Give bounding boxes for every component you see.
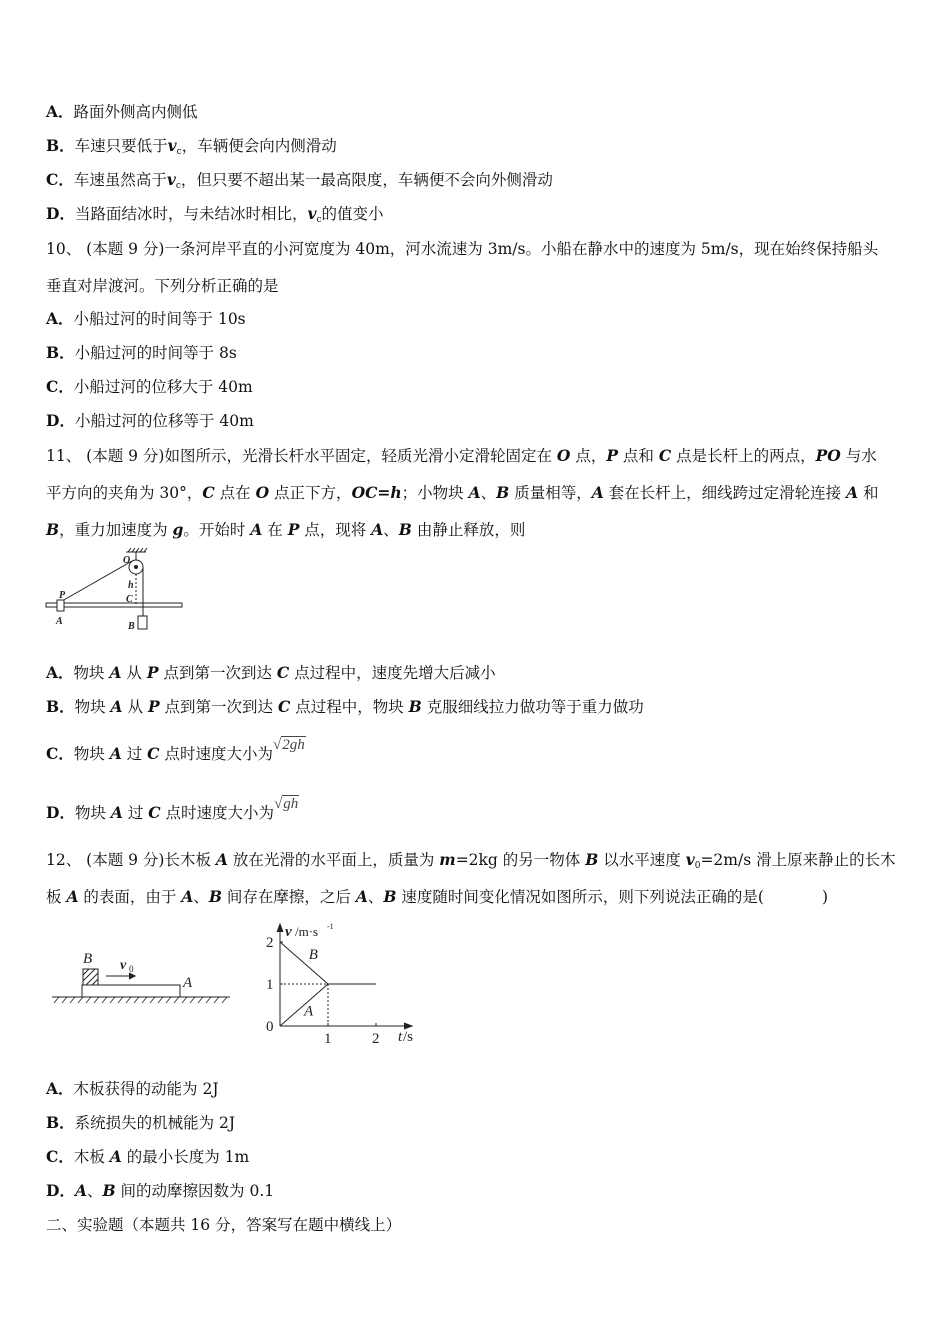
q10-option-d: D．小船过河的位移等于 40m — [46, 411, 254, 430]
fig-label-C: C — [126, 594, 133, 605]
chart-y-tick-label: 1 — [266, 977, 274, 993]
fig-label-O: O — [123, 555, 131, 566]
chart-xlabel-t: t — [398, 1029, 403, 1045]
chart-series-label-B: B — [308, 946, 318, 963]
q9-option-a: A．路面外侧高内侧低 — [46, 102, 198, 121]
fig1-label-v0: v — [120, 958, 127, 973]
q12-board-figure — [50, 945, 235, 1010]
fig1-label-v0-sub: 0 — [129, 964, 134, 974]
q10-stem-line1: 10、 (本题 9 分)一条河岸平直的小河宽度为 40m，河水流速为 3m/s。小船在静水中的速度为 5m/s，现在始终保持船头 — [46, 240, 879, 258]
fig-label-P: P — [59, 590, 66, 601]
q9-option-b: B．车速只要低于$v_c$，车辆便会向内侧滑动 — [46, 136, 337, 157]
fig-label-A: A — [56, 616, 63, 627]
chart-series-label-A: A — [304, 1003, 314, 1020]
q11-option-d: D．物块 A 过 C 点时速度大小为√gh — [46, 796, 299, 822]
chart-y-arrow — [277, 924, 283, 932]
q12-option-b: B．系统损失的机械能为 2J — [46, 1113, 236, 1132]
q11-stem-line3: B，重力加速度为 g。开始时 A 在 P 点，现将 A、B 由静止释放，则 — [46, 520, 526, 539]
q10-stem-line2: 垂直对岸渡河。下列分析正确的是 — [46, 277, 279, 295]
fig1-label-B: B — [83, 951, 93, 967]
fig1-label-A: A — [183, 975, 193, 991]
fig-label-h: h — [128, 580, 134, 591]
chart-ylabel-sup: -1 — [327, 922, 334, 931]
q10-option-b: B．小船过河的时间等于 8s — [46, 343, 237, 362]
chart-y-tick-label: 2 — [266, 935, 274, 951]
sqrt-gh: √gh — [274, 796, 299, 812]
chart-y-tick-label: 0 — [266, 1019, 274, 1035]
chart-xlabel-unit: /s — [403, 1029, 414, 1045]
q12-stem-line2: 板 A 的表面，由于 A、B 间存在摩擦，之后 A、B 速度随时间变化情况如图所示，则下列说法正确的是( ) — [46, 887, 829, 906]
q12-option-d: D．A、B 间的动摩擦因数为 0.1 — [46, 1181, 275, 1200]
q10-option-c: C．小船过河的位移大于 40m — [46, 377, 253, 396]
q9-option-d: D．当路面结冰时，与未结冰时相比，$v_c$的值变小 — [46, 204, 384, 225]
section-2-heading: 二、实验题（本题共 16 分，答案写在题中横线上） — [46, 1216, 402, 1234]
q11-option-a: A．物块 A 从 P 点到第一次到达 C 点过程中，速度先增大后减小 — [46, 663, 496, 682]
q11-pulley-figure — [44, 548, 186, 638]
chart-x-tick-label: 1 — [324, 1031, 332, 1047]
chart-series-B — [280, 942, 376, 984]
q12-vt-chart — [255, 918, 425, 1048]
fig-label-B: B — [128, 621, 135, 632]
q11-stem-line1: 11、 (本题 9 分)如图所示，光滑长杆水平固定，轻质光滑小定滑轮固定在 O 点，P 点和 C 点是长杆上的两点，PO 与水 — [46, 446, 877, 465]
q11-option-c: C．物块 A 过 C 点时速度大小为√2gh — [46, 737, 305, 763]
chart-ylabel-v: v — [285, 924, 292, 940]
q10-option-a: A．小船过河的时间等于 10s — [46, 309, 246, 328]
q11-stem-line2: 平方向的夹角为 30°，C 点在 O 点正下方，OC=h；小物块 A、B 质量相等，A 套在长杆上，细线跨过定滑轮连接 A 和 — [46, 483, 879, 502]
sqrt-2gh: √2gh — [272, 737, 305, 753]
q12-option-a: A．木板获得的动能为 2J — [46, 1079, 219, 1098]
q11-option-b: B．物块 A 从 P 点到第一次到达 C 点过程中，物块 B 克服细线拉力做功等于重力做功 — [46, 697, 644, 716]
chart-ylabel-unit: /m·s — [295, 924, 319, 939]
q9-option-c: C．车速虽然高于$v_c$，但只要不超出某一最高限度，车辆便不会向外侧滑动 — [46, 170, 553, 191]
q12-option-c: C．木板 A 的最小长度为 1m — [46, 1147, 250, 1166]
q12-stem-line1: 12、 (本题 9 分)长木板 A 放在光滑的水平面上，质量为 m=2kg 的另一物体 B 以水平速度 $v_0=2m/s$ 滑上原来静止的长木 — [46, 850, 896, 871]
chart-x-tick-label: 2 — [372, 1031, 380, 1047]
